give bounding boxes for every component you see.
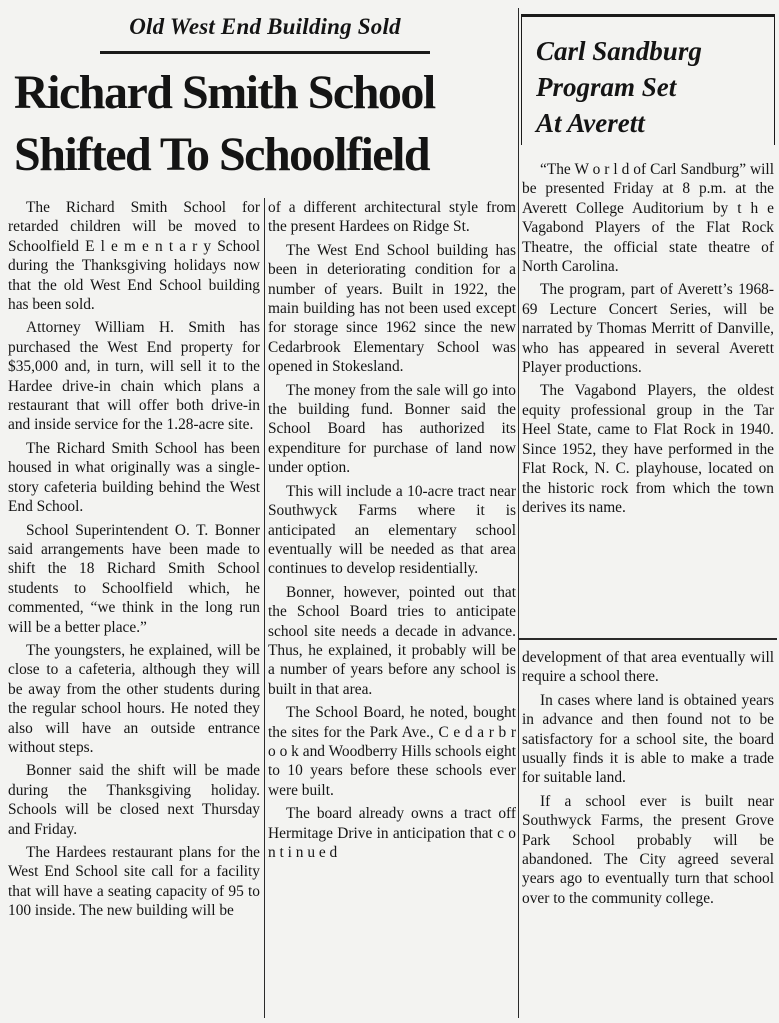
headline-line-2: Shifted To Schoolfield bbox=[14, 128, 430, 181]
story-kicker: Old West End Building Sold bbox=[129, 14, 401, 39]
story-column-1 bbox=[8, 198, 260, 925]
paragraph: This will include a 10-acre tract near Southwyck Farms where it is anticipated an elementary school eventually will be needed as that area continues to develop residentially. bbox=[268, 482, 516, 578]
paragraph: The board already owns a tract off Hermitage Drive in anticipation that c o n t i n u e d bbox=[268, 805, 516, 861]
story-separator-rule bbox=[519, 638, 777, 640]
paragraph: The program, part of Averett’s 1968-69 Lecture Concert Series, will be narrated by Thomas Merritt of Danville, who has appeared in several Averett Player productions. bbox=[522, 281, 774, 377]
kicker-underline bbox=[100, 51, 430, 54]
column-rule-1 bbox=[264, 198, 265, 1018]
paragraph: Bonner, however, pointed out that the School Board tries to anticipate school site needs a decade in advance. Thus, he explained, it probably will be a number of years before any school is built in that area. bbox=[268, 583, 516, 698]
column-rule-2 bbox=[518, 8, 519, 1018]
paragraph: The West End School building has been in deteriorating condition for a number of years. Built in 1922, the main building has not been used except for storage since 1962 since the new Cedarbrook Elementary School was opened in Stokesland. bbox=[268, 241, 516, 376]
paragraph: If a school ever is built near Southwyck Farms, the present Grove Park School probably will be abandoned. The City agreed several years ago to eventually turn that school over to the community college. bbox=[522, 792, 774, 907]
paragraph: “The W o r l d of Carl Sandburg” will be presented Friday at 8 p.m. at the Averett College Auditorium by t h e Vagabond Players of the Flat Rock Theatre, the official state theatre of North Carolina. bbox=[522, 161, 774, 276]
story-headline bbox=[14, 62, 514, 186]
paragraph: Attorney William H. Smith has purchased the West End property for $35,000 and, in turn, will sell it to the Hardee drive-in chain which plans a restaurant that will offer both drive-in and inside service for the 1.28-acre site. bbox=[8, 319, 260, 434]
sidebar-story-box bbox=[521, 14, 775, 145]
paragraph: The School Board, he noted, bought the sites for the Park Ave., C e d a r b r o o k and Woodberry Hills schools eight to 10 years before these schools ever were built. bbox=[268, 704, 516, 799]
story-column-3 bbox=[522, 648, 774, 912]
paragraph: The Richard Smith School has been housed in what originally was a single-story cafeteria building behind the West End School. bbox=[8, 439, 260, 516]
continued-paragraph: of a different architectural style from the present Hardees on Ridge St. bbox=[268, 199, 516, 236]
headline-line-1: Richard Smith School bbox=[14, 66, 435, 119]
paragraph: The Vagabond Players, the oldest equity professional group in the Tar Heel State, came to Flat Rock in 1940. Since 1952, they have performed in the Flat Rock, N. C. playhouse, located on the historic rock from which the town derives its name. bbox=[522, 382, 774, 516]
continued-paragraph: development of that area eventually will require a school there. bbox=[522, 649, 774, 686]
sidebar-headline bbox=[536, 33, 771, 141]
paragraph: The Richard Smith School for retarded children will be moved to Schoolfield E l e m e n t a r y School during the Thanksgiving holidays now that the old West End School building has been sold. bbox=[8, 199, 260, 314]
sidebar-headline-line-3: At Averett bbox=[536, 108, 645, 138]
sidebar-headline-line-1: Carl Sandburg bbox=[536, 36, 702, 66]
paragraph: Bonner said the shift will be made during the Thanksgiving holiday. Schools will be closed next Thursday and Friday. bbox=[8, 762, 260, 838]
sidebar-story-body bbox=[522, 160, 774, 521]
story-column-2 bbox=[268, 198, 516, 866]
paragraph: The Hardees restaurant plans for the West End School site call for a facility that will have a seating capacity of 95 to 100 inside. The new building will be bbox=[8, 844, 260, 920]
paragraph: The youngsters, he explained, will be close to a cafeteria, although they will be away from the other students during the regular school hours. He noted they also will have an outside entrance without steps. bbox=[8, 641, 260, 756]
paragraph: In cases where land is obtained years in advance and then found not to be satisfactory for a school site, the board usually finds it is able to make a trade for suitable land. bbox=[522, 691, 774, 787]
sidebar-headline-line-2: Program Set bbox=[536, 72, 677, 102]
paragraph: School Superintendent O. T. Bonner said arrangements have been made to shift the 18 Richard Smith School students to Schoolfield which, he commented, “we think in the long run will be a better place.” bbox=[8, 521, 260, 636]
paragraph: The money from the sale will go into the building fund. Bonner said the School Board has authorized its expenditure for purchase of land now under option. bbox=[268, 381, 516, 477]
